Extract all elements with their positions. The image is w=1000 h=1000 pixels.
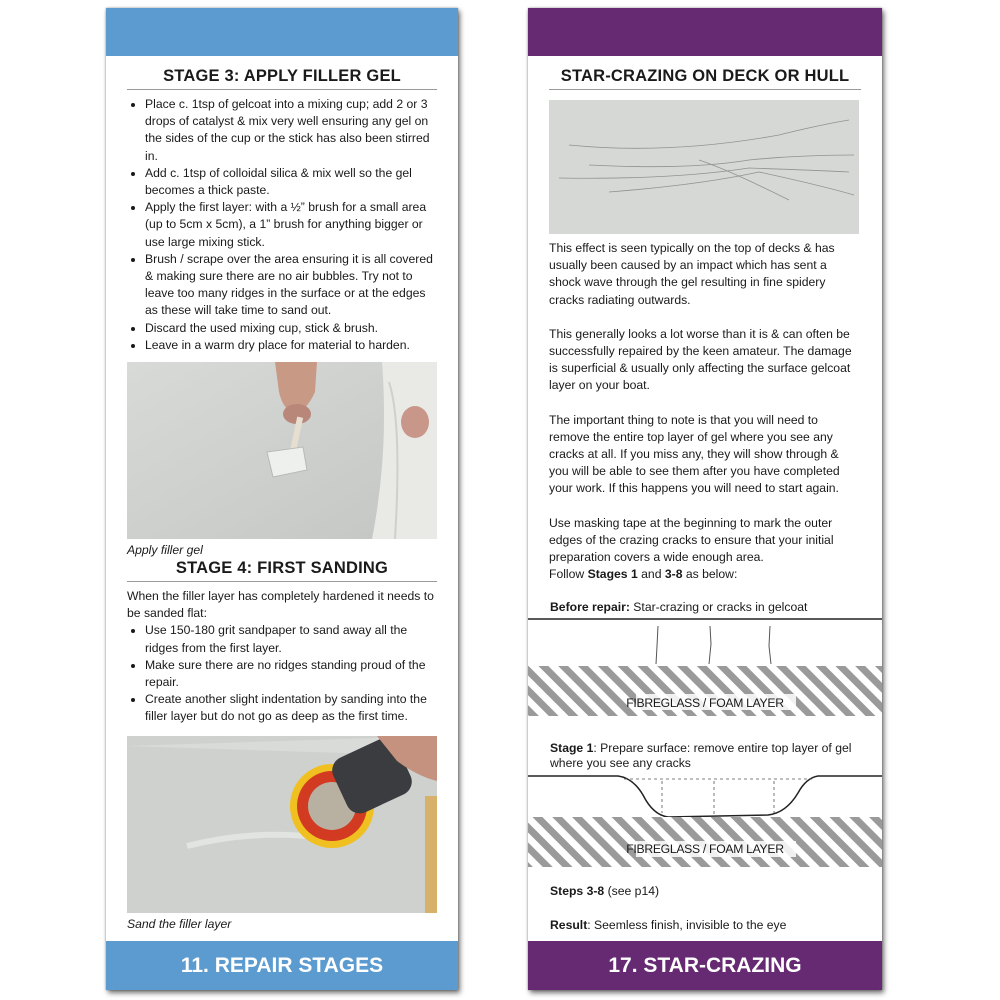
paragraph: This generally looks a lot worse than it is & can often be successfully repaired by the keen amateur. The damage is superficial & usually only affecting the surface gelcoat layer on your boat. [549,326,852,393]
page-footer-title: 17. STAR-CRAZING [528,941,882,990]
fibreglass-layer-label: FIBREGLASS / FOAM LAYER [626,696,784,710]
page-repair-stages [106,8,458,990]
sanding-photo [127,736,437,913]
result-label: Result: Seemless finish, invisible to the eye [550,918,787,932]
list-item: • Apply the first layer: with a ½” brush for a small area (up to 5cm x 5cm), a 1” brush for anything bigger or use large mixing stick. [145,199,437,251]
intro-paragraph: This effect is seen typically on the top of decks & has usually been caused by an impact which has sent a shock wave through the gel resulting in fine spidery cracks radiating outwards. [549,241,835,307]
stage4-heading: STAGE 4: FIRST SANDING [127,559,437,582]
page-star-crazing [528,8,882,990]
stage4-bullet-list [127,622,437,725]
star-crazing-photo [549,100,859,234]
page-content [549,67,861,583]
list-item: • Leave in a warm dry place for material to harden. [145,337,437,354]
list-item: • Use 150-180 grit sandpaper to sand away all the ridges from the first layer. [145,622,437,656]
list-item: • Add c. 1tsp of colloidal silica & mix well so the gel becomes a thick paste. [145,165,437,199]
before-repair-label: Before repair: Star-crazing or cracks in gelcoat [550,600,808,614]
stage1-label: Stage 1: Prepare surface: remove entire top layer of gel where you see any cracks [550,741,852,770]
follow-stages-line: Follow Stages 1 and 3-8 as below: [549,567,738,582]
top-color-band [528,8,882,56]
stage4-photo-caption: Sand the filler layer [127,916,232,931]
stage3-photo-caption: Apply filler gel [127,543,203,558]
stage3-heading: STAGE 3: APPLY FILLER GEL [127,67,437,90]
list-item: • Discard the used mixing cup, stick & brush. [145,320,437,337]
list-item: • Place c. 1tsp of gelcoat into a mixing cup; add 2 or 3 drops of catalyst & mix very well ensuring any gel on the sides of the cup or the stick has also been stirred in. [145,96,437,165]
paragraph: The important thing to note is that you will need to remove the entire top layer of gel where you see any cracks at all. If you miss any, they will show through & you will be able to see them after you have completed your work. If this happens you will need to start again. [549,412,840,496]
stage3-bullet-list [127,96,437,354]
list-item: • Make sure there are no ridges standing proud of the repair. [145,657,437,691]
page-content [127,67,437,931]
paragraph: Use masking tape at the beginning to mark the outer edges of the crazing cracks to ensure that your initial preparation covers a wide enough area. [549,515,834,565]
stage4-intro: When the filler layer has completely hardened it needs to be sanded flat: [127,589,434,621]
list-item: • Brush / scrape over the area ensuring it is all covered & making sure there are no air bubbles. Try not to leave too many ridges in the surface or at the edges as these will take time to sand out. [145,251,437,320]
fibreglass-layer-label: FIBREGLASS / FOAM LAYER [626,842,784,856]
steps-3-8-label: Steps 3-8 (see p14) [550,884,660,898]
top-color-band [106,8,458,56]
list-item: • Create another slight indentation by sanding into the filler layer but do not go as deep as the first time. [145,691,437,725]
star-crazing-heading: STAR-CRAZING ON DECK OR HULL [549,67,861,90]
apply-filler-photo [127,362,437,539]
page-footer-title: 11. REPAIR STAGES [106,941,458,990]
